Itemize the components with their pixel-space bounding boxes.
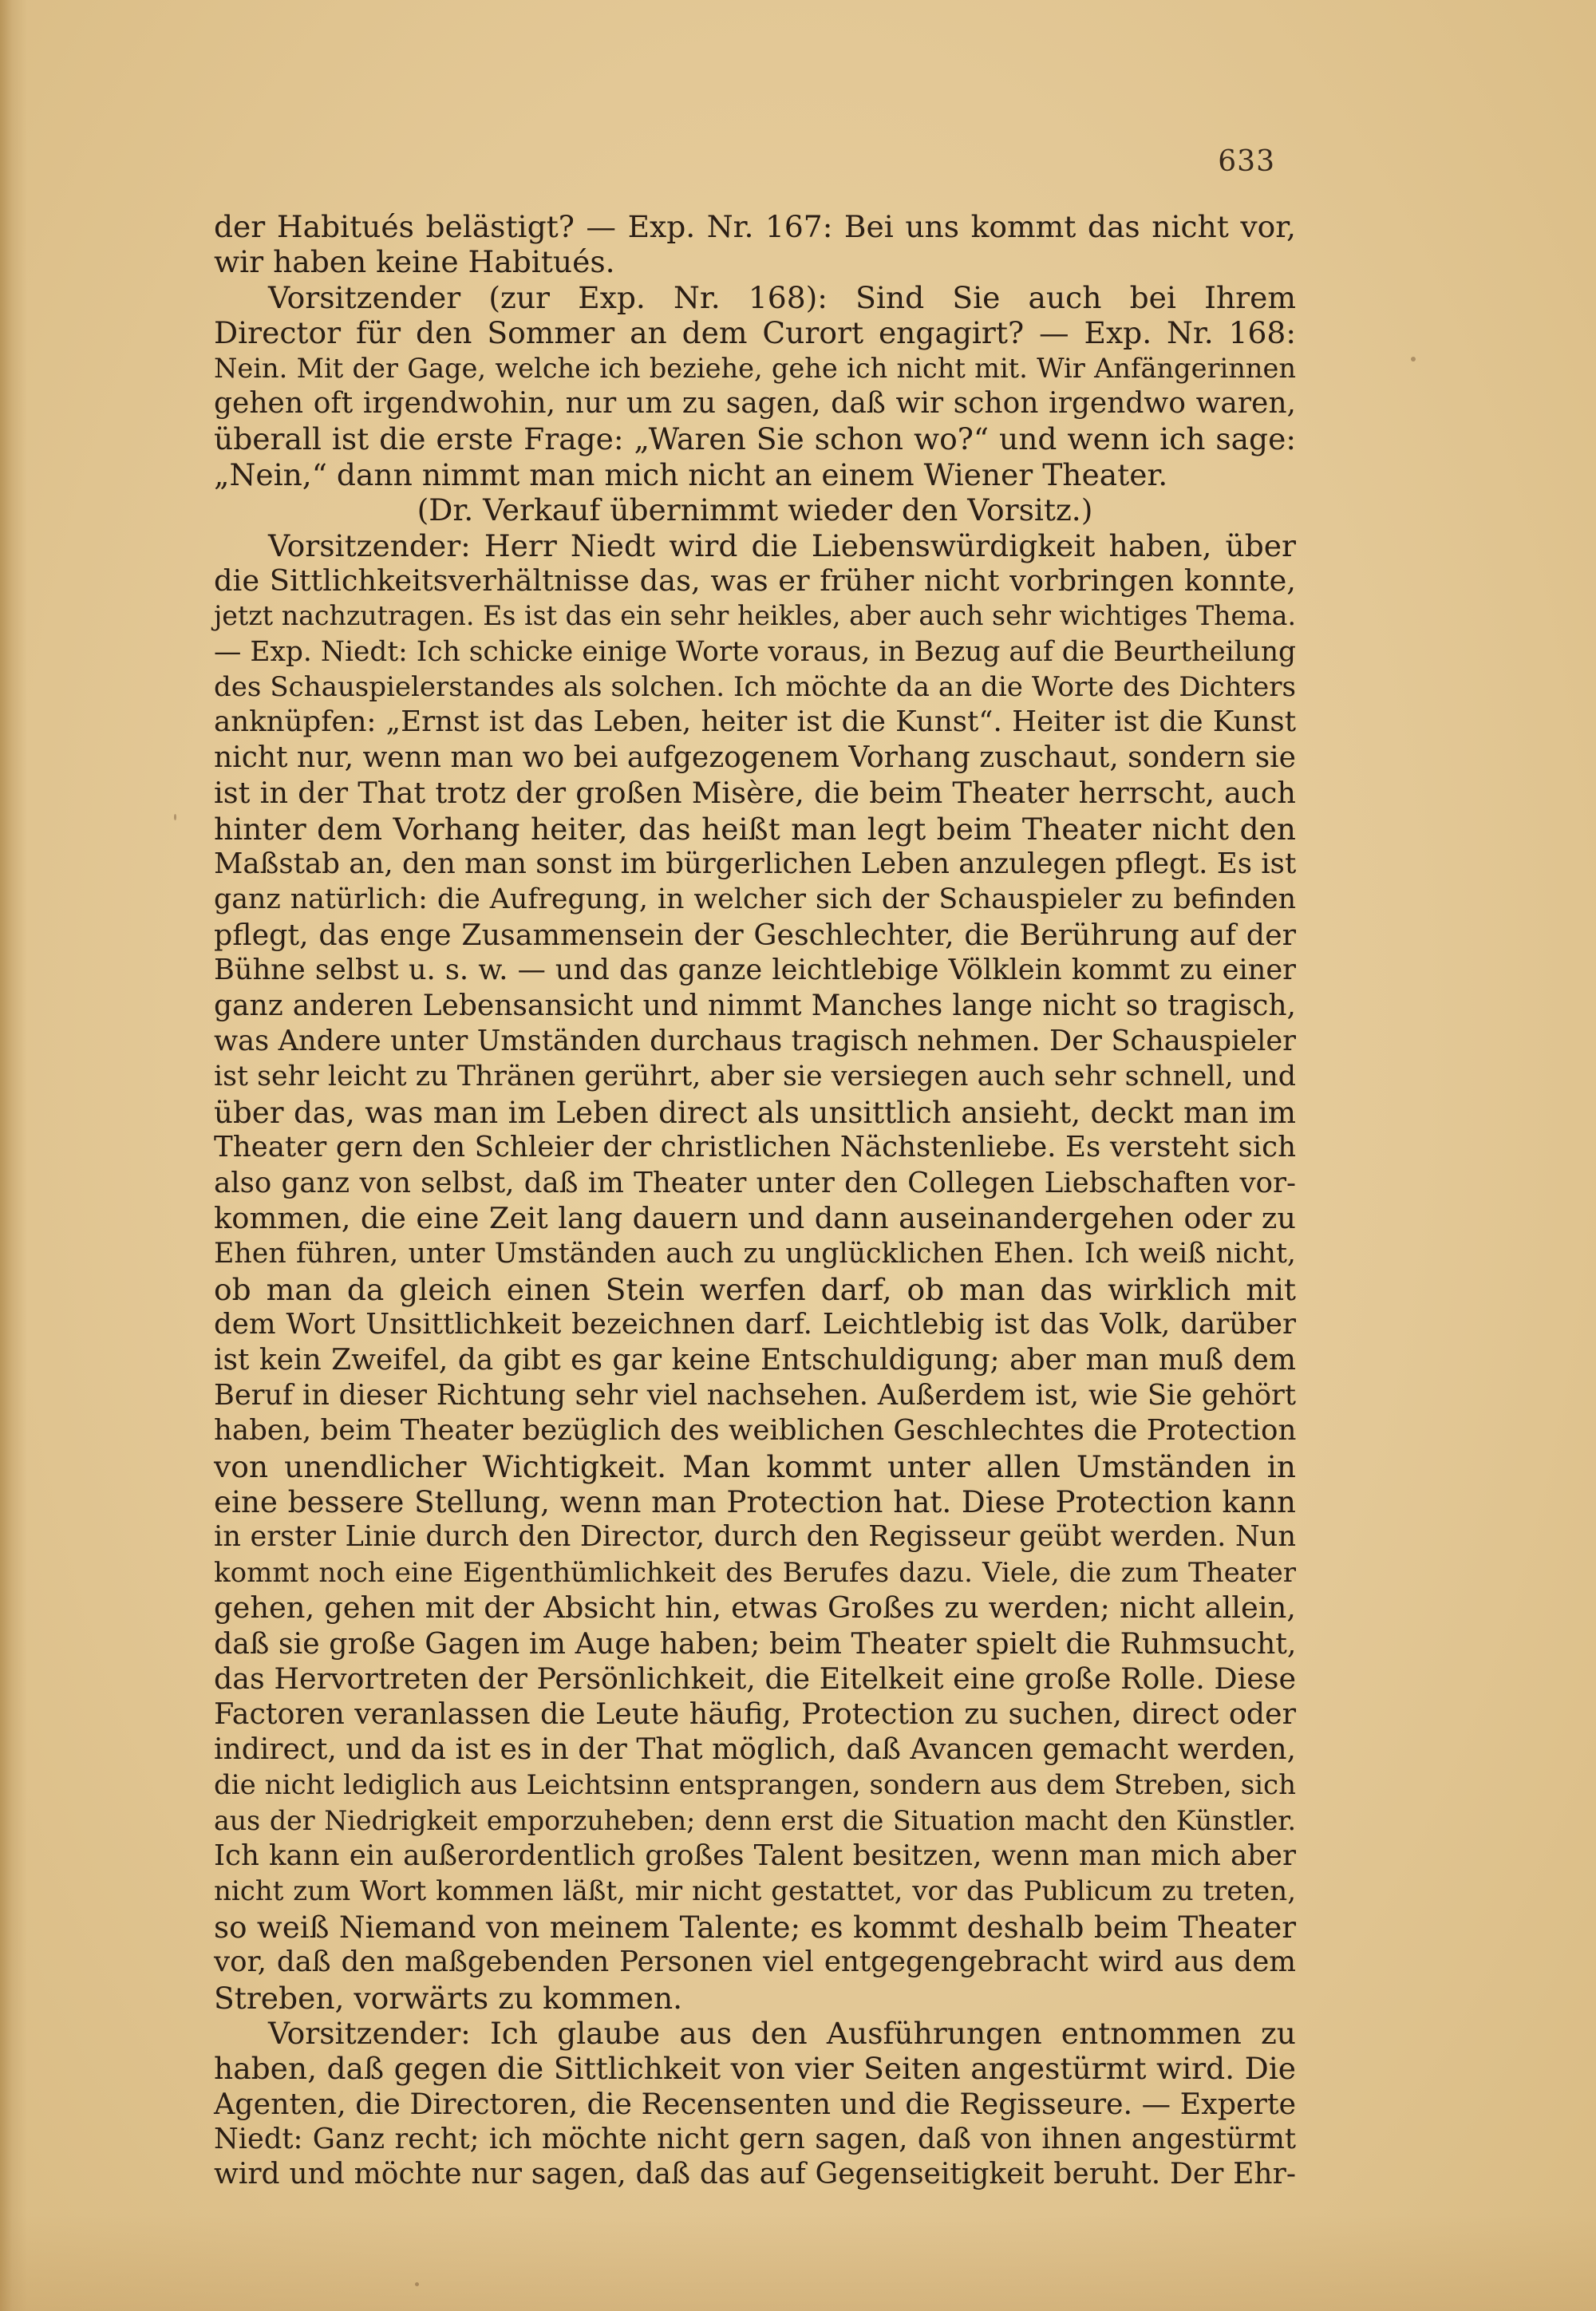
text-line: „Nein,“ dann nimmt man mich nicht an einem Wiener Theater. <box>214 456 1168 492</box>
text-line: über das, was man im Leben direct als unsittlich ansieht, deckt man im <box>214 1094 1296 1130</box>
text-line: Vorsitzender: Herr Niedt wird die Liebenswürdigkeit haben, über <box>268 527 1296 563</box>
text-line: überall ist die erste Frage: „Waren Sie schon wo?“ und wenn ich sage: <box>214 421 1296 457</box>
text-line: das Hervortreten der Persönlichkeit, die Eitelkeit eine große Rolle. Diese <box>214 1661 1296 1697</box>
text-line: Maßstab an, den man sonst im bürgerlichen Leben anzulegen pflegt. Es ist <box>214 847 1297 881</box>
text-line: von unendlicher Wichtigkeit. Man kommt unter allen Umständen in <box>214 1448 1296 1484</box>
text-line: Nein. Mit der Gage, welche ich beziehe, gehe ich nicht mit. Wir Anfängerinnen <box>214 352 1296 384</box>
text-line: hinter dem Vorhang heiter, das heißt man legt beim Theater nicht den <box>214 811 1296 847</box>
text-line: Director für den Sommer an dem Curort engagirt? — Exp. Nr. 168: <box>214 315 1296 351</box>
text-line: nicht nur, wenn man wo bei aufgezogenem Vorhang zuschaut, sondern sie <box>214 741 1296 774</box>
text-line: — Exp. Niedt: Ich schicke einige Worte voraus, in Bezug auf die Beurtheilung <box>214 635 1296 668</box>
text-line: wird und möchte nur sagen, daß das auf Gegenseitigkeit beruht. Der Ehr- <box>214 2158 1296 2191</box>
text-line: ganz natürlich: die Aufregung, in welcher sich der Schauspieler zu befinden <box>214 883 1296 916</box>
text-line: indirect, und da ist es in der That möglich, daß Avancen gemacht werden, <box>214 1732 1296 1766</box>
text-line: Ich kann ein außerordentlich großes Talent besitzen, wenn man mich aber <box>214 1839 1296 1872</box>
text-line: vor, daß den maßgebenden Personen viel entgegengebracht wird aus dem <box>214 1946 1296 1979</box>
text-line: Ehen führen, unter Umständen auch zu unglücklichen Ehen. Ich weiß nicht, <box>214 1238 1296 1270</box>
text-line: daß sie große Gagen im Auge haben; beim Theater spielt die Ruhmsucht, <box>214 1626 1297 1661</box>
text-line: aus der Niedrigkeit emporzuheben; denn erst die Situation macht den Künstler. <box>214 1804 1296 1836</box>
text-line: der Habitués belästigt? — Exp. Nr. 167: Bei uns kommt das nicht vor, <box>214 209 1296 244</box>
page-binding-edge <box>0 0 27 2311</box>
paper-speck <box>1411 357 1416 361</box>
text-line: ist kein Zweifel, da gibt es gar keine Entschuldigung; aber man muß dem <box>214 1343 1296 1377</box>
paper-speck <box>415 2282 419 2286</box>
text-line: Streben, vorwärts zu kommen. <box>214 1980 683 2016</box>
paper-speck <box>174 814 176 820</box>
text-line: die Sittlichkeitsverhältnisse das, was er früher nicht vorbringen konnte, <box>214 563 1296 598</box>
text-line: kommt noch eine Eigenthümlichkeit des Berufes dazu. Viele, die zum Theater <box>214 1556 1296 1589</box>
text-line: Vorsitzender (zur Exp. Nr. 168): Sind Sie auch bei Ihrem <box>268 279 1296 315</box>
text-line: ob man da gleich einen Stein werfen darf, ob man das wirklich mit <box>214 1271 1296 1307</box>
text-line: so weiß Niemand von meinem Talente; es kommt deshalb beim Theater <box>214 1909 1296 1945</box>
text-line: haben, daß gegen die Sittlichkeit von vier Seiten angestürmt wird. Die <box>214 2051 1296 2087</box>
text-line: also ganz von selbst, daß im Theater unter den Collegen Liebschaften vor- <box>214 1166 1296 1199</box>
text-line: ist in der That trotz der großen Misère, die beim Theater herrscht, auch <box>214 776 1296 811</box>
text-line: haben, beim Theater bezüglich des weiblichen Geschlechtes die Protection <box>214 1414 1297 1448</box>
text-line: ganz anderen Lebensansicht und nimmt Manches lange nicht so tragisch, <box>214 989 1296 1022</box>
text-line: Niedt: Ganz recht; ich möchte nicht gern sagen, daß von ihnen angestürmt <box>214 2123 1296 2156</box>
text-line: die nicht lediglich aus Leichtsinn entsprangen, sondern aus dem Streben, sich <box>214 1769 1296 1802</box>
text-line: (Dr. Verkauf übernimmt wieder den Vorsitz.) <box>417 492 1093 528</box>
body-text <box>214 209 1296 2193</box>
text-line: gehen oft irgendwohin, nur um zu sagen, daß wir schon irgendwo waren, <box>214 386 1296 420</box>
text-line: des Schauspielerstandes als solchen. Ich möchte da an die Worte des Dichters <box>214 671 1296 704</box>
page-shading <box>0 2215 1596 2311</box>
text-line: Vorsitzender: Ich glaube aus den Ausführungen entnommen zu <box>268 2015 1296 2051</box>
text-line: in erster Linie durch den Director, durch den Regisseur geübt werden. Nun <box>214 1520 1296 1554</box>
text-line: wir haben keine Habitués. <box>214 244 615 280</box>
text-line: dem Wort Unsittlichkeit bezeichnen darf. Leichtlebig ist das Volk, darüber <box>214 1308 1296 1341</box>
text-line: Factoren veranlassen die Leute häufig, Protection zu suchen, direct oder <box>214 1697 1296 1732</box>
text-line: anknüpfen: „Ernst ist das Leben, heiter ist die Kunst“. Heiter ist die Kunst <box>214 705 1296 739</box>
text-line: nicht zum Wort kommen läßt, mir nicht gestattet, vor das Publicum zu treten, <box>214 1875 1296 1908</box>
paper-speck <box>1270 1744 1274 1748</box>
text-line: was Andere unter Umständen durchaus tragisch nehmen. Der Schauspieler <box>214 1024 1296 1057</box>
text-line: jetzt nachzutragen. Es ist das ein sehr heikles, aber auch sehr wichtiges Thema. <box>214 600 1296 632</box>
text-line: Agenten, die Directoren, die Recensenten und die Regisseure. — Experte <box>214 2086 1297 2121</box>
text-line: ist sehr leicht zu Thränen gerührt, aber sie versiegen auch sehr schnell, und <box>214 1061 1296 1093</box>
text-line: kommen, die eine Zeit lang dauern und dann auseinandergehen oder zu <box>214 1200 1296 1235</box>
text-line: eine bessere Stellung, wenn man Protection hat. Diese Protection kann <box>214 1484 1296 1520</box>
text-line: Bühne selbst u. s. w. — und das ganze leichtlebige Völklein kommt zu einer <box>214 954 1296 987</box>
text-line: Beruf in dieser Richtung sehr viel nachsehen. Außerdem ist, wie Sie gehört <box>214 1378 1296 1412</box>
text-line: gehen, gehen mit der Absicht hin, etwas Großes zu werden; nicht allein, <box>214 1590 1296 1626</box>
text-line: pflegt, das enge Zusammensein der Geschlechter, die Berührung auf der <box>214 917 1296 952</box>
page-number: 633 <box>1218 145 1275 178</box>
text-line: Theater gern den Schleier der christlichen Nächstenliebe. Es versteht sich <box>214 1131 1296 1164</box>
